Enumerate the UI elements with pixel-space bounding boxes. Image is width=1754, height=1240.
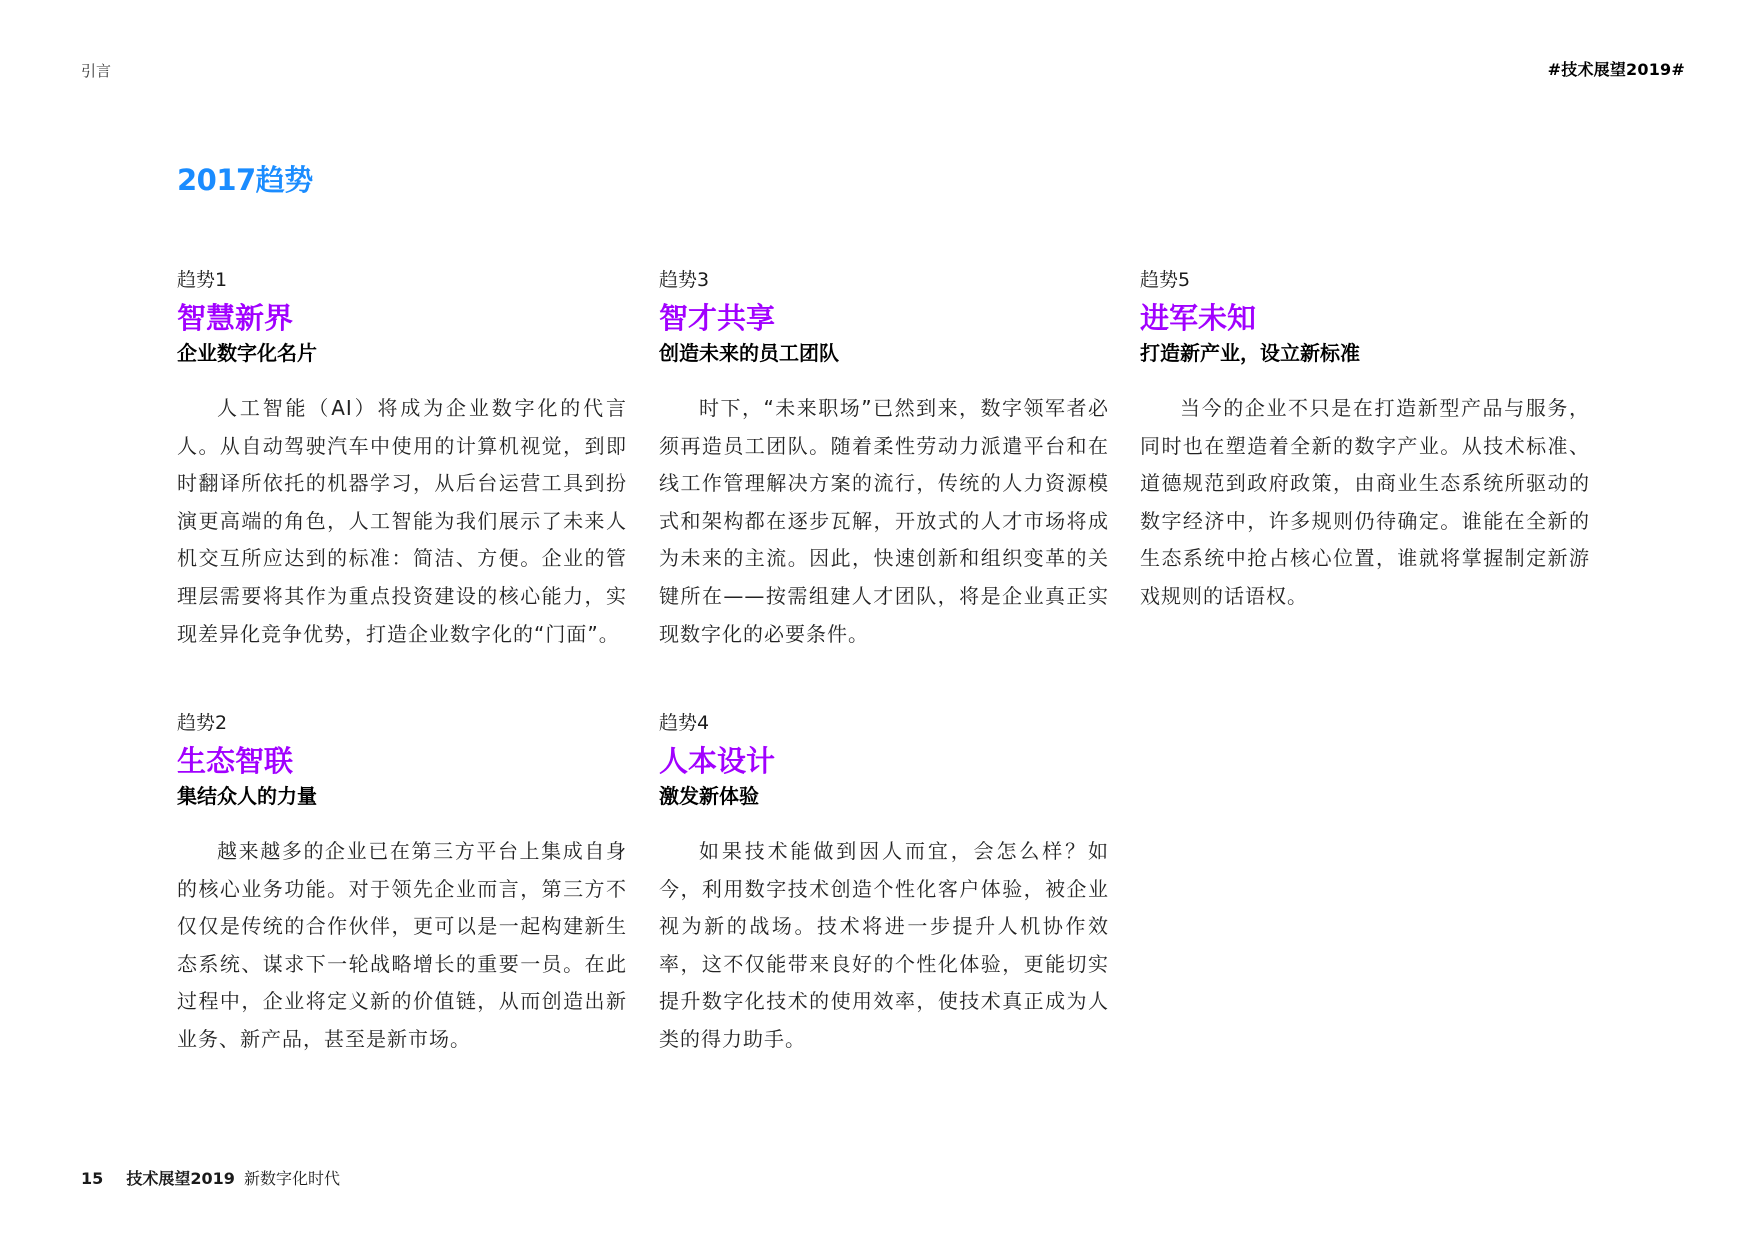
page-footer [81,1166,340,1189]
trend-subtitle: 打造新产业，设立新标准 [1140,341,1360,365]
trend-block-2 [177,709,627,1059]
trend-label: 趋势1 [177,269,228,291]
trend-block-5 [1140,266,1590,616]
trend-name: 进军未知 [1140,301,1257,335]
trend-body: 当今的企业不只是在打造新型产品与服务，同时也在塑造着全新的数字产业。从技术标准、道德规范到政府政策，由商业生态系统所驱动的数字经济中，许多规则仍待确定。谁能在全新的生态系统中抢占核心位置，谁就将掌握制定新游戏规则的话语权。 [1140,396,1590,608]
trend-label: 趋势5 [1140,269,1191,291]
trend-block-3 [659,266,1109,653]
trend-subtitle: 创造未来的员工团队 [659,341,839,365]
trend-label: 趋势3 [659,269,710,291]
trend-body: 人工智能（AI）将成为企业数字化的代言人。从自动驾驶汽车中使用的计算机视觉，到即时翻译所依托的机器学习，从后台运营工具到扮演更高端的角色，人工智能为我们展示了未来人机交互所应达到的标准：简洁、方便。企业的管理层需要将其作为重点投资建设的核心能力，实现差异化竞争优势，打造企业数字化的“门面”。 [177,396,627,646]
trend-body: 如果技术能做到因人而宜，会怎么样？如今，利用数字技术创造个性化客户体验，被企业视为新的战场。技术将进一步提升人机协作效率，这不仅能带来良好的个性化体验，更能切实提升数字化技术的使用效率，使技术真正成为人类的得力助手。 [659,839,1109,1051]
trend-name: 人本设计 [659,744,776,778]
trend-block-1 [177,266,627,653]
section-title: 2017趋势 [177,163,313,197]
trend-body: 越来越多的企业已在第三方平台上集成自身的核心业务功能。对于领先企业而言，第三方不仅仅是传统的合作伙伴，更可以是一起构建新生态系统、谋求下一轮战略增长的重要一员。在此过程中，企业将定义新的价值链，从而创造出新业务、新产品，甚至是新市场。 [177,839,627,1051]
header-tagline: #技术展望2019# [1547,60,1685,79]
report-subtitle: 新数字化时代 [244,1169,341,1188]
trend-subtitle: 企业数字化名片 [177,341,317,365]
page-number: 15 [81,1169,104,1188]
header-section-label: 引言 [81,62,112,80]
report-title: 技术展望2019 [126,1169,235,1188]
trend-name: 智慧新界 [177,301,294,335]
trend-body: 时下，“未来职场”已然到来，数字领军者必须再造员工团队。随着柔性劳动力派遣平台和在线工作管理解决方案的流行，传统的人力资源模式和架构都在逐步瓦解，开放式的人才市场将成为未来的主流。因此，快速创新和组织变革的关键所在——按需组建人才团队，将是企业真正实现数字化的必要条件。 [659,396,1109,646]
trend-block-4 [659,709,1109,1059]
trend-name: 生态智联 [177,744,294,778]
trend-subtitle: 集结众人的力量 [177,784,317,808]
trend-subtitle: 激发新体验 [659,784,759,808]
trend-name: 智才共享 [659,301,776,335]
trend-label: 趋势4 [659,712,710,734]
trend-label: 趋势2 [177,712,228,734]
